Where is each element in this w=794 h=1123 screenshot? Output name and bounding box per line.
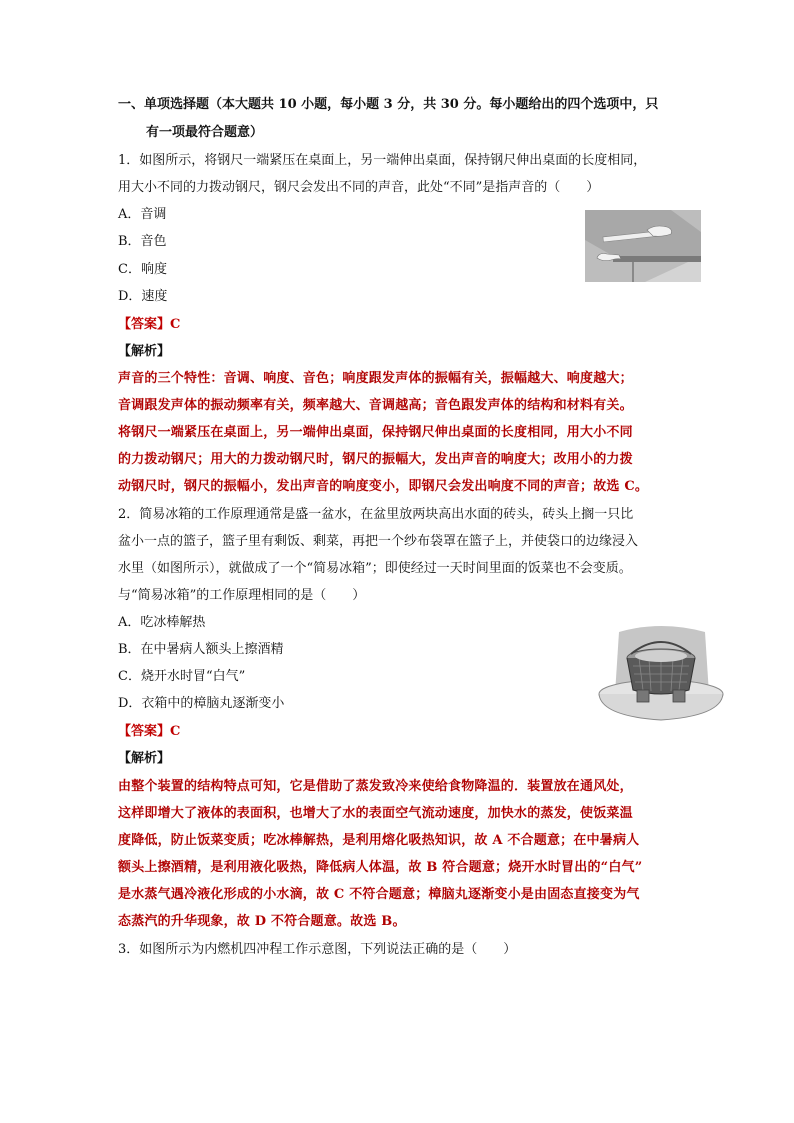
q1-analysis-line2: 音调跟发声体的振动频率有关，频率越大、音调越高；音色跟发声体的结构和材料有关。 bbox=[118, 398, 633, 413]
q2-analysis-line6: 态蒸汽的升华现象，故 D 不符合题意。故选 B。 bbox=[118, 914, 406, 929]
q2-stem-line3: 水里（如图所示），就做成了一个“简易冰箱”；即使经过一天时间里面的饭菜也不会变质。 bbox=[118, 561, 632, 576]
q1-option-c: C．响度 bbox=[118, 262, 167, 277]
q2-analysis-line1: 由整个装置的结构特点可知，它是借助了蒸发致冷来使给食物降温的．装置放在通风处， bbox=[118, 779, 633, 794]
q2-stem-line2: 盆小一点的篮子，篮子里有剩饭、剩菜，再把一个纱布袋罩在篮子上，并使袋口的边缘浸入 bbox=[118, 534, 639, 549]
q2-analysis-label: 【解析】 bbox=[118, 751, 171, 766]
ruler-desk-figure bbox=[585, 210, 701, 282]
q2-option-c: C．烧开水时冒“白气” bbox=[118, 669, 246, 684]
q1-option-b: B．音色 bbox=[118, 234, 167, 249]
q2-answer: 【答案】C bbox=[118, 724, 181, 739]
simple-fridge-figure bbox=[597, 618, 725, 726]
q2-option-a: A．吃冰棒解热 bbox=[118, 615, 206, 630]
section-heading-line1: 一、单项选择题（本大题共 10 小题，每小题 3 分，共 30 分。每小题给出的四个选项中，只 bbox=[118, 97, 659, 112]
q1-stem-line1: 1．如图所示，将钢尺一端紧压在桌面上，另一端伸出桌面，保持钢尺伸出桌面的长度相同， bbox=[118, 153, 647, 168]
q1-analysis-line3: 将钢尺一端紧压在桌面上，另一端伸出桌面，保持钢尺伸出桌面的长度相同，用大小不同 bbox=[118, 425, 633, 440]
q3-stem: 3．如图所示为内燃机四冲程工作示意图，下列说法正确的是（ ） bbox=[118, 942, 517, 957]
q2-option-d: D．衣箱中的樟脑丸逐渐变小 bbox=[118, 696, 285, 711]
section-heading-line2: 有一项最符合题意） bbox=[146, 125, 264, 140]
q2-analysis-line2: 这样即增大了液体的表面积，也增大了水的表面空气流动速度，加快水的蒸发，使饭菜温 bbox=[118, 806, 633, 821]
q2-analysis-line4: 额头上擦酒精，是利用液化吸热，降低病人体温，故 B 符合题意；烧开水时冒出的“白气” bbox=[118, 860, 643, 875]
q1-analysis-line4: 的力拨动钢尺；用大的力拨动钢尺时，钢尺的振幅大，发出声音的响度大；改用小的力拨 bbox=[118, 452, 633, 467]
q1-option-d: D．速度 bbox=[118, 289, 168, 304]
q1-analysis-line1: 声音的三个特性：音调、响度、音色；响度跟发声体的振幅有关，振幅越大、响度越大； bbox=[118, 371, 633, 386]
q2-analysis-line5: 是水蒸气遇冷液化形成的小水滴，故 C 不符合题意；樟脑丸逐渐变小是由固态直接变为气 bbox=[118, 887, 640, 902]
q1-answer: 【答案】C bbox=[118, 317, 181, 332]
q2-option-b: B．在中暑病人额头上擦酒精 bbox=[118, 642, 284, 657]
q1-analysis-line5: 动钢尺时，钢尺的振幅小，发出声音的响度变小，即钢尺会发出响度不同的声音；故选 C。 bbox=[118, 479, 649, 494]
q2-stem-line4: 与“简易冰箱”的工作原理相同的是（ ） bbox=[118, 588, 366, 603]
q1-stem-line2: 用大小不同的力拨动钢尺，钢尺会发出不同的声音，此处“不同”是指声音的（ ） bbox=[118, 180, 600, 195]
q1-analysis-label: 【解析】 bbox=[118, 344, 171, 359]
q2-analysis-line3: 度降低，防止饭菜变质；吃冰棒解热，是利用熔化吸热知识，故 A 不合题意；在中暑病人 bbox=[118, 833, 640, 848]
q2-stem-line1: 2．简易冰箱的工作原理通常是盛一盆水，在盆里放两块高出水面的砖头，砖头上搁一只比 bbox=[118, 507, 634, 522]
q1-option-a: A．音调 bbox=[118, 207, 167, 222]
